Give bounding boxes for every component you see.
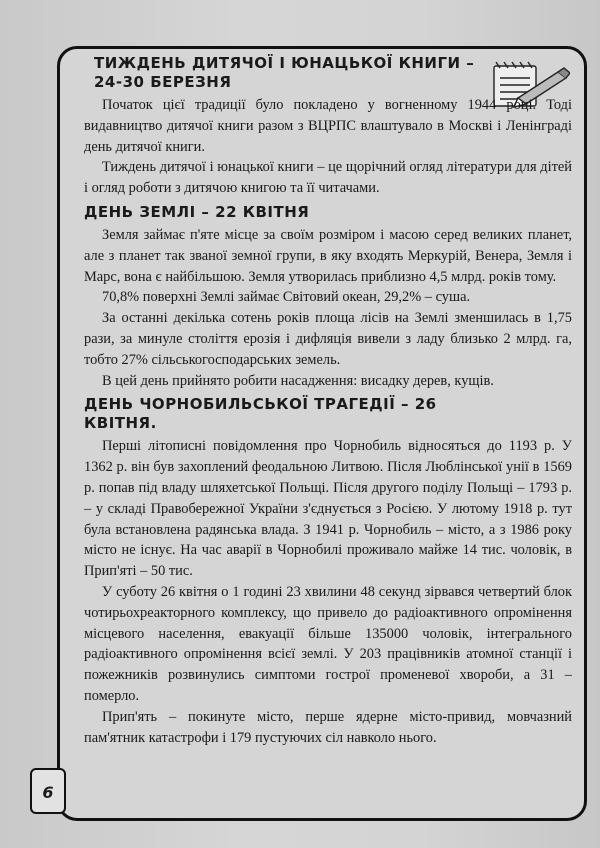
section-title-line1: ТИЖДЕНЬ ДИТЯЧОЇ І ЮНАЦЬКОЇ КНИГИ – <box>94 54 475 72</box>
section-title-line2: 24-30 БЕРЕЗНЯ <box>94 73 232 91</box>
paragraph: У суботу 26 квітня о 1 годині 23 хвилини 48 секунд зірвався четвертий блок чотирьохреакторного комплексу, що привело до радіоактивного опромінення місцевого населення, евакуації більше 135000 чоловік, інтегрального радіоактивного опромінення всієї землі. У 203 працівників атомної станції і пожежників розвинулись симптоми гострої променевої хвороби, а 31 – померло. <box>84 583 572 704</box>
section-title-line1: ДЕНЬ ЗЕМЛІ – 22 КВІТНЯ <box>84 202 310 221</box>
document-body <box>84 50 572 748</box>
paragraph: За останні декілька сотень років площа лісів на Землі зменшилась в 1,75 рази, за минуле століття ерозія і дифляція вивели з ладу близько 2 млрд. га, тобто 27% сільськогосподарських земель. <box>84 310 572 368</box>
page-number: 6 <box>30 768 66 814</box>
section-title <box>84 203 572 222</box>
section-title <box>84 54 572 92</box>
section-title-line2: КВІТНЯ. <box>84 414 157 433</box>
section-title-line1: ДЕНЬ ЧОРНОБИЛЬСЬКОЇ ТРАГЕДІЇ – 26 <box>84 395 437 414</box>
paragraph: Прип'ять – покинуте місто, перше ядерне місто-привид, мовчазний пам'ятник катастрофи і 179 пустуючих сіл навколо нього. <box>84 708 572 746</box>
section-children-book-week <box>84 54 572 199</box>
paragraph: Тиждень дитячої і юнацької книги – це щорічний огляд літератури для дітей і огляд роботи з дитячою книгою та її читачами. <box>84 159 572 197</box>
paragraph: Земля займає п'яте місце за своїм розміром і масою серед великих планет, але з планет так званої земної групи, в яку входять Меркурій, Венера, Земля і Марс, вона є найбільшою. Земля утворилась приблизно 4,5 млрд. років тому. <box>84 226 572 285</box>
paragraph: Перші літописні повідомлення про Чорнобиль відносяться до 1193 р. У 1362 р. він був захоплений феодальною Литвою. Після Люблінської унії в 1569 р. попав під владу шляхетської Польщі. Після другого поділу Польщі – 1793 р. – у складі Правобережної України з'єднується з Росією. У лютому 1918 р. тут була встановлена радянська влада. З 1941 р. Чорнобиль – місто, а з 1986 року місто не існує. На час аварії в Чорнобилі проживало майже 14 тис. чоловік, в Прип'яті – 50 тис. <box>84 438 572 580</box>
paragraph: В цей день прийнято робити насадження: висадку дерев, кущів. <box>102 372 494 389</box>
section-title <box>84 395 572 433</box>
section-earth-day <box>84 203 572 391</box>
section-chornobyl-tragedy <box>84 395 572 748</box>
paragraph: Початок цієї традиції було покладено у вогненному 1944 році. Тоді видавництво дитячої книги разом з ВЦРПС влаштувало в Москві і Ленінграді день дитячої книги. <box>84 97 572 155</box>
paragraph: 70,8% поверхні Землі займає Світовий океан, 29,2% – суша. <box>102 289 471 306</box>
